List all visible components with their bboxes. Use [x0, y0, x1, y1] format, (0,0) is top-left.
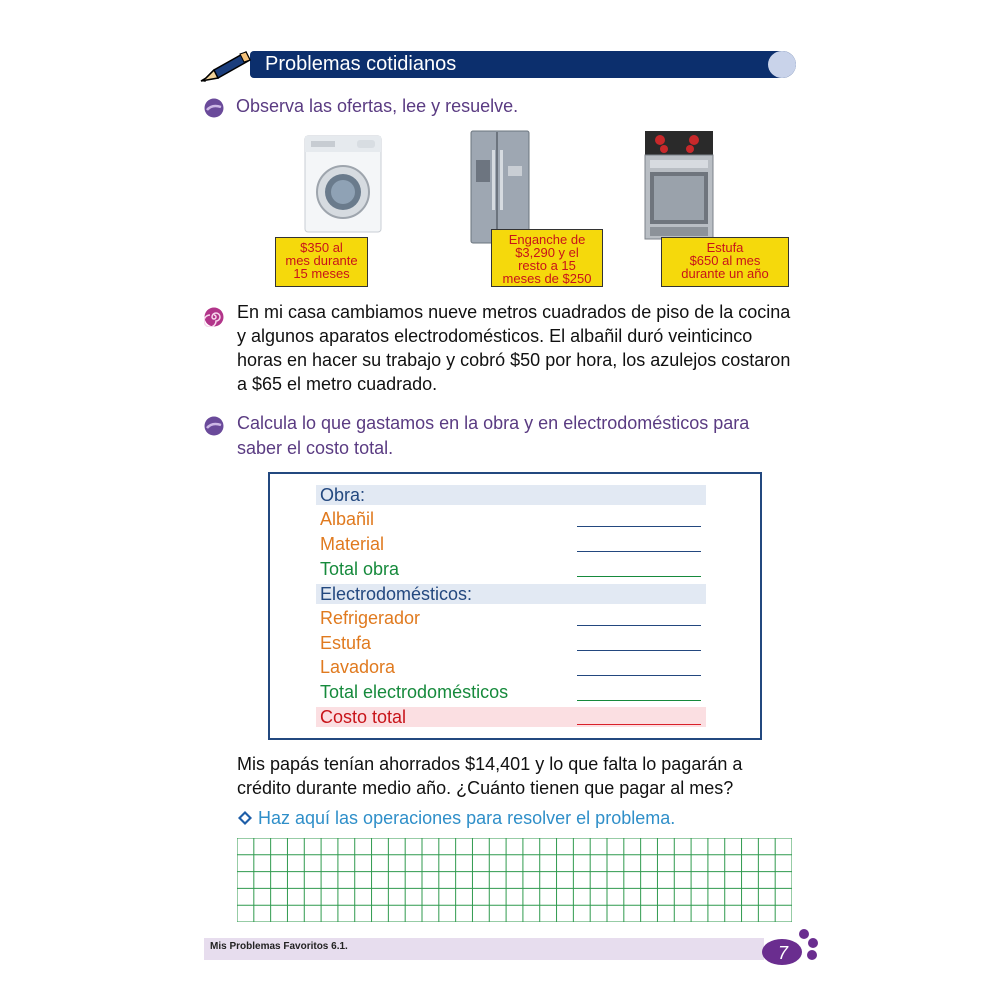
albanil-label: Albañil [320, 509, 375, 529]
price-line: $350 al [300, 240, 343, 255]
total-electro-row [316, 682, 706, 702]
problem-line: horas en hacer su trabajo y cobró $50 por hora, los azulejos costaron [237, 350, 791, 370]
price-line: $650 al mes [689, 253, 761, 268]
price-line: Estufa [706, 240, 744, 255]
price-line: Enganche de [508, 232, 586, 247]
total-electro-label: Total electrodomésticos [320, 682, 509, 702]
material-answer-line[interactable] [577, 551, 701, 552]
instruction-observe: Observa las ofertas, lee y resuelve. [236, 96, 519, 116]
header-end-circle [768, 51, 796, 78]
lavadora-answer-line[interactable] [577, 675, 701, 676]
pencil-icon [200, 48, 252, 82]
operations-hint: Haz aquí las operaciones para resolver el problema. [258, 808, 676, 828]
diamond-bullet-icon [237, 810, 253, 826]
question-line: Mis papás tenían ahorrados $14,401 y lo que falta lo pagarán a [237, 754, 743, 774]
price-line: $3,290 y el [515, 245, 579, 260]
page-number: 7 [778, 943, 789, 963]
instruction-line: saber el costo total. [237, 438, 394, 458]
work-grid[interactable] [237, 838, 792, 922]
costo-total-answer-line[interactable] [577, 724, 701, 725]
problem-line: a $65 el metro cuadrado. [237, 374, 438, 394]
price-line: mes durante [285, 253, 358, 268]
albanil-answer-line[interactable] [577, 526, 701, 527]
book-title: Mis Problemas Favoritos 6.1. [210, 941, 348, 952]
swirl-bullet-icon [204, 98, 224, 118]
costo-total-label: Costo total [320, 707, 407, 727]
obra-heading-row [316, 485, 706, 505]
swirl-bullet-icon [204, 416, 224, 436]
problem-line: y algunos aparatos electrodomésticos. El albañil duró veinticinco [237, 326, 753, 346]
stove-image [644, 130, 714, 240]
electro-heading: Electrodomésticos: [320, 584, 473, 604]
electro-heading-row [316, 584, 706, 604]
obra-heading: Obra: [320, 485, 366, 505]
spiral-bullet-icon [204, 307, 224, 327]
washing-machine-image [303, 134, 383, 234]
refrigerator-image [470, 130, 530, 244]
price-tag-lavadora [275, 237, 368, 287]
total-obra-label: Total obra [320, 559, 400, 579]
question-line: crédito durante medio año. ¿Cuánto tienen que pagar al mes? [237, 778, 734, 798]
refrigerador-label: Refrigerador [320, 608, 421, 628]
estufa-answer-line[interactable] [577, 650, 701, 651]
price-line: meses de $250 [502, 271, 592, 286]
lavadora-row [316, 657, 706, 677]
refrigerador-answer-line[interactable] [577, 625, 701, 626]
problem-statement [237, 300, 797, 396]
price-line: 15 meses [293, 266, 350, 281]
section-title: Problemas cotidianos [265, 53, 457, 75]
estufa-label: Estufa [320, 633, 372, 653]
problem-line: En mi casa cambiamos nueve metros cuadrados de piso de la cocina [237, 302, 791, 322]
price-line: resto a 15 [518, 258, 576, 273]
total-electro-answer-line[interactable] [577, 700, 701, 701]
total-obra-answer-line[interactable] [577, 576, 701, 577]
price-line: durante un año [681, 266, 769, 281]
instruction-line: Calcula lo que gastamos en la obra y en electrodomésticos para [237, 413, 750, 433]
price-tag-refrigerador [491, 229, 603, 287]
paw-page-badge [758, 926, 820, 968]
lavadora-label: Lavadora [320, 657, 396, 677]
price-tag-estufa [661, 237, 789, 287]
instruction-calculate [237, 411, 797, 461]
savings-question [237, 752, 797, 800]
material-label: Material [320, 534, 385, 554]
